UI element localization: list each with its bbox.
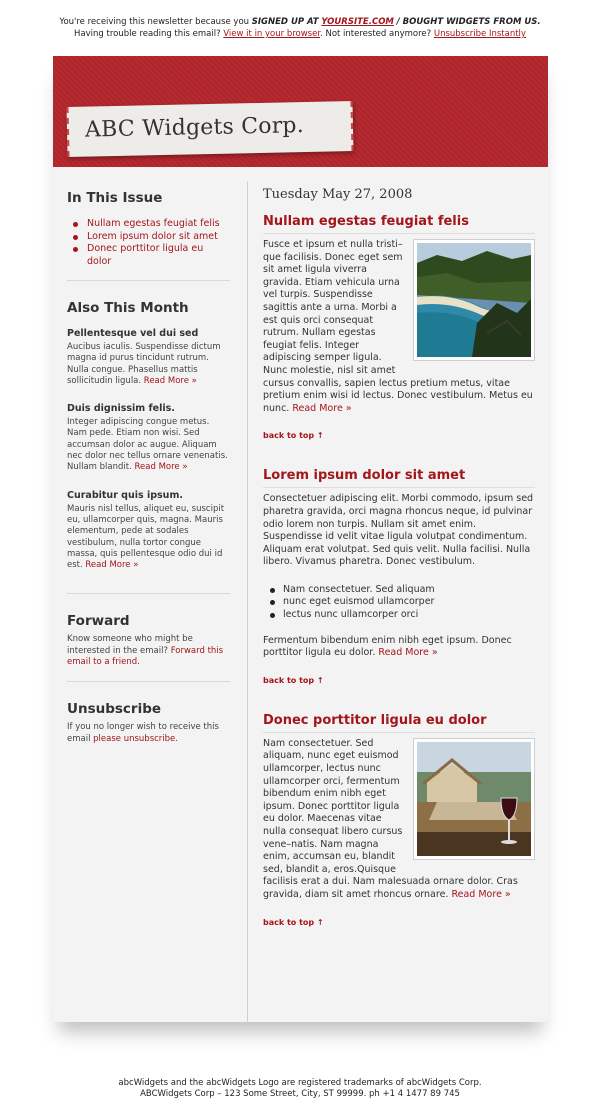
back-to-top-link[interactable]: back to top ↑: [263, 431, 324, 441]
forward-link[interactable]: Forward this email to a friend.: [67, 645, 224, 668]
issue-link-1[interactable]: Nullam egestas feugiat felis: [87, 218, 220, 229]
newsletter-card: [53, 56, 548, 1022]
also-item-text: [67, 504, 230, 572]
preheader: [0, 0, 600, 40]
article-2: [263, 468, 535, 713]
sidebar: [67, 190, 230, 745]
site-link[interactable]: YOURSITE.COM: [321, 17, 394, 27]
sidebar-separator: [67, 593, 230, 594]
header-banner: [53, 56, 548, 167]
issue-link-2[interactable]: Lorem ipsum dolor sit amet: [87, 230, 218, 242]
article-title: Donec porttitor ligula eu dolor: [263, 713, 535, 733]
issue-list-item: [67, 231, 230, 244]
article-title: Lorem ipsum dolor sit amet: [263, 468, 535, 488]
also-item-text: [67, 417, 230, 473]
forward-body: Know someone who might be interested in the email?: [67, 634, 193, 656]
sidebar-separator: [67, 280, 230, 281]
issue-link-3[interactable]: Donec porttitor ligula eu dolor: [87, 243, 204, 267]
article-body: Fermentum bibendum enim nibh eget ipsum. Donec porttitor ligula eu dolor.: [263, 634, 512, 659]
article-text-2: [263, 635, 535, 660]
issue-date: Tuesday May 27, 2008: [263, 187, 413, 202]
forward-text: [67, 634, 230, 668]
main-content: [263, 187, 535, 955]
also-item-title: Pellentesque vel dui sed: [67, 328, 199, 339]
not-interested-text: . Not interested anymore?: [320, 29, 432, 39]
also-item-body: Mauris nisl tellus, aliquet eu, suscipit eu, ullamcorper quis, magna. Mauris elementum, pede at sodales vestibulum, nulla tortor congue massa, quis pellentesque odio dui id est.: [67, 503, 225, 571]
unsubscribe-heading: Unsubscribe: [67, 701, 162, 718]
issue-list-item: [67, 243, 230, 268]
article-text: Consectetuer adipiscing elit. Morbi commodo, ipsum sed pharetra gravida, orci magna rhoncus neque, id pulvinar odio lorem non turpis. Nullam sit amet enim. Suspendisse id velit vitae ligula volutpat condimentum. Aliquam erat volutpat. Sed quis velit. Nulla facilisi. Nulla libero. Vivamus pharetra. Donec vestibulum.: [263, 493, 534, 568]
trouble-text: Having trouble reading this email?: [74, 29, 221, 39]
bullet-item: nunc eget euismod ullamcorper: [263, 596, 535, 609]
also-this-month-heading: Also This Month: [67, 300, 189, 316]
preheader-line-2: [0, 28, 600, 40]
sidebar-separator: [67, 681, 230, 682]
also-item-body: Integer adipiscing congue metus. Nam pede. Etiam non wisi. Sed accumsan dolor ac augue. Aliquam nec dolor nec tellus ornare venenatis. Nullam blandit.: [67, 417, 228, 473]
also-item: [67, 328, 230, 387]
column-divider: [247, 181, 248, 1027]
wine-photo: [413, 738, 535, 860]
signed-up-text: SIGNED UP AT: [251, 17, 319, 27]
footer: [0, 1078, 600, 1100]
also-item: [67, 490, 230, 572]
view-in-browser-link[interactable]: View it in your browser: [223, 29, 321, 39]
read-more-link[interactable]: Read More »: [378, 647, 438, 659]
unsubscribe-text: [67, 722, 230, 745]
preheader-text: You're receiving this newsletter because you: [59, 17, 250, 27]
read-more-link[interactable]: Read More »: [292, 402, 352, 414]
preheader-line-1: [0, 16, 600, 28]
article-1: [263, 214, 535, 468]
issue-list: [67, 218, 230, 268]
also-item: [67, 403, 230, 473]
read-more-link[interactable]: Read More »: [134, 462, 188, 473]
also-item-title: Duis dignissim felis.: [67, 403, 175, 415]
forward-heading: Forward: [67, 613, 130, 630]
in-this-issue-heading: In This Issue: [67, 190, 163, 206]
unsubscribe-instantly-link[interactable]: Unsubscribe Instantly: [433, 29, 526, 39]
article-bullets: [263, 584, 535, 622]
footer-trademark: abcWidgets and the abcWidgets Logo are registered trademarks of abcWidgets Corp.: [118, 1078, 482, 1088]
bullet-item: lectus nunc ullamcorper orci: [263, 609, 535, 622]
bought-text: / BOUGHT WIDGETS FROM US.: [396, 17, 541, 27]
beach-image: [417, 243, 531, 357]
logo-tag: [67, 101, 354, 157]
read-more-link[interactable]: Read More »: [85, 560, 139, 571]
back-to-top-link[interactable]: back to top ↑: [263, 917, 324, 927]
company-name: ABC Widgets Corp.: [84, 113, 305, 143]
unsubscribe-body: If you no longer wish to receive this email: [67, 722, 219, 744]
also-item-body: Aucibus iaculis. Suspendisse dictum magna id purus tincidunt rutrum. Nulla congue. Phasellus mattis sollicitudin ligula.: [67, 342, 221, 386]
issue-list-item: [67, 218, 230, 231]
wine-image: [417, 742, 531, 856]
article-body: Nam consectetuer. Sed aliquam, nunc eget euismod ullamcorper, lectus nunc ullamcorper orci, fermentum bibendum enim nibh eget ipsum. Donec porttitor ligula eu dolor. Maecenas vitae nulla consequat libero cursus vene–natis. Nam magna enim, accumsan eu, blandit sed, blandit a, eros.Quisque facilisis erat a dui. Nam malesuada ornare dolor. Cras gravida, diam sit amet rhoncus ornare.: [263, 737, 518, 900]
back-to-top-link[interactable]: back to top ↑: [263, 675, 324, 685]
article-3: [263, 713, 535, 955]
unsubscribe-link[interactable]: please unsubscribe.: [93, 733, 178, 744]
read-more-link[interactable]: Read More »: [143, 375, 197, 386]
article-title: Nullam egestas feugiat felis: [263, 214, 535, 234]
also-item-title: Curabitur quis ipsum.: [67, 489, 183, 501]
article-body: Fusce et ipsum et nulla tristi–que facilisis. Donec eget sem sit amet ligula viverra gravida. Etiam vehicula urna vel turpis. Suspendisse sagittis ante a urna. Morbi a est quis orci consequat rutrum. Nullam egestas feugiat felis. Integer adipiscing semper ligula. Nunc molestie, nisl sit amet cursus convallis, sapien lectus pretium metus, vitae pretium enim wisi id lectus. Donec vestibulum. Metus eu nunc.: [263, 239, 533, 414]
also-item-text: [67, 342, 230, 387]
footer-address: ABCWidgets Corp – 123 Some Street, City, ST 99999. ph +1 4 1477 89 745: [140, 1089, 460, 1099]
beach-photo: [413, 239, 535, 361]
bullet-item: Nam consectetuer. Sed aliquam: [263, 584, 535, 597]
read-more-link[interactable]: Read More »: [451, 888, 511, 900]
